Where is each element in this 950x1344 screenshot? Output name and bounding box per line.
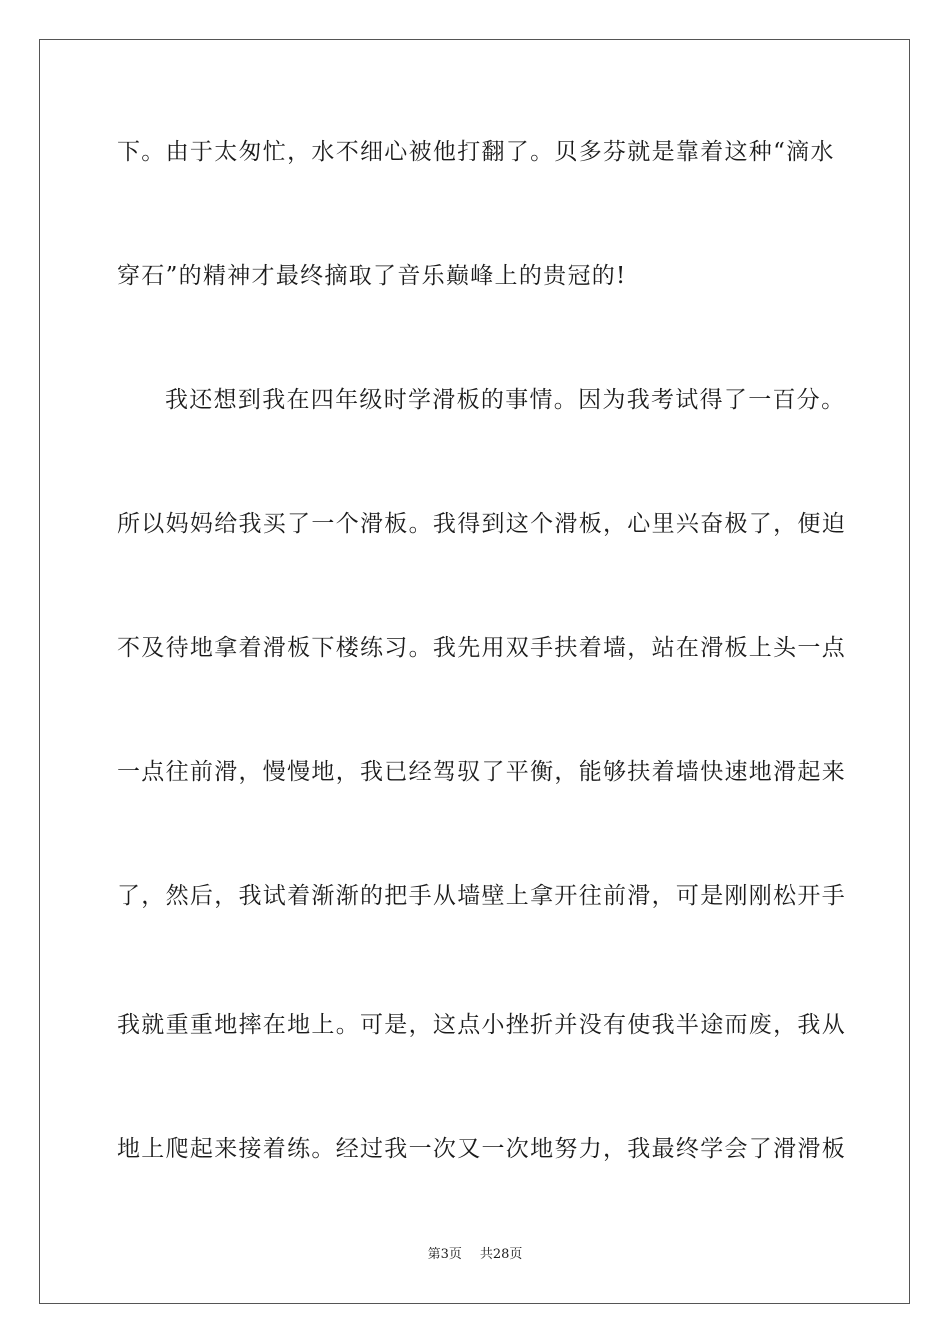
paragraph-start-line: 我还想到我在四年级时学滑板的事情。因为我考试得了一百分。 — [165, 387, 846, 413]
page-footer — [0, 1246, 950, 1264]
page-total: 共28页 — [479, 1247, 523, 1262]
text-line: 了，然后，我试着渐渐的把手从墙壁上拿开往前滑，可是刚刚松开手 — [117, 883, 846, 909]
text-line: 地上爬起来接着练。经过我一次又一次地努力，我最终学会了滑滑板 — [117, 1136, 846, 1162]
text-line: 一点往前滑，慢慢地，我已经驾驭了平衡，能够扶着墙快速地滑起来 — [117, 759, 846, 785]
text-line: 所以妈妈给我买了一个滑板。我得到这个滑板，心里兴奋极了，便迫 — [117, 511, 846, 537]
text-line: 穿石”的精神才最终摘取了音乐巅峰上的贵冠的! — [117, 263, 627, 289]
text-line: 不及待地拿着滑板下楼练习。我先用双手扶着墙，站在滑板上头一点 — [117, 635, 846, 661]
page-number: 第3页 — [427, 1247, 462, 1262]
page-frame — [39, 39, 910, 1304]
text-line: 我就重重地摔在地上。可是，这点小挫折并没有使我半途而废，我从 — [117, 1012, 846, 1038]
text-line: 下。由于太匆忙，水不细心被他打翻了。贝多芬就是靠着这种“滴水 — [117, 139, 835, 165]
